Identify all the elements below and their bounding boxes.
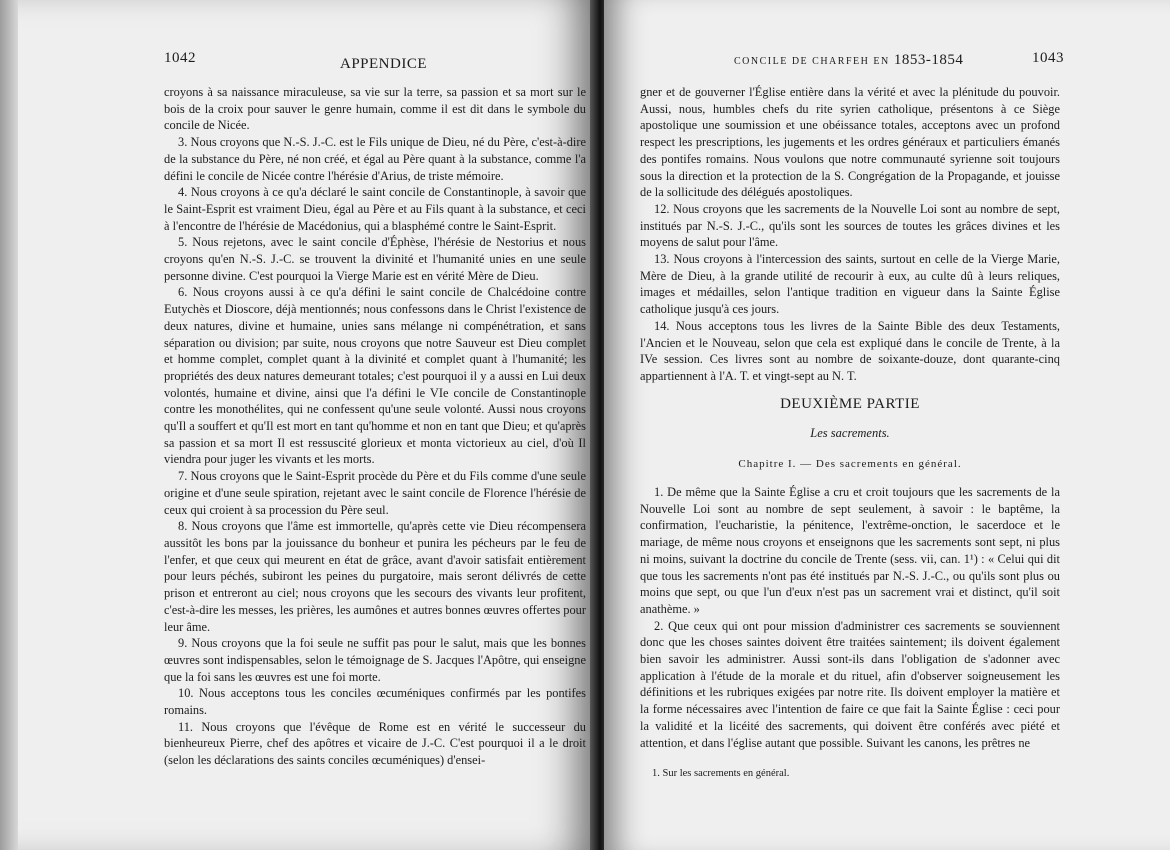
section-subtitle: Les sacrements. xyxy=(810,426,890,440)
paragraph: croyons à sa naissance miraculeuse, sa vie sur la terre, sa passion et sa mort sur le bois de la croix pour sauver le genre humain, comme il est dit dans le symbole du concile de Nicée. xyxy=(164,85,586,133)
footnote: 1. Sur les sacrements en général. xyxy=(652,768,790,779)
paragraph: 13. Nous croyons à l'intercession des saints, surtout en celle de la Vierge Marie, Mère de Dieu, à la grande utilité de recourir à eux, au culte dû à leurs reliques, images et médailles, selon l'antique tradition en vigueur dans la Sainte Église catholique jusqu'à ces jours. xyxy=(640,252,1060,317)
left-page-number: 1042 xyxy=(164,50,196,66)
paragraph: 1. De même que la Sainte Église a cru et croit toujours que les sacrements de la Nouvelle Loi sont au nombre de sept seulement, à savoir : le baptême, la confirmation, l'eucharistie, la pénitence, l'extrême-onction, le sacerdoce et le mariage, de même nous croyons et enseignons que les sacrements sont sept, ni plus ni moins, suivant la doctrine du concile de Trente (sess. vii, can. 1¹) : « Celui qui dit que tous les sacrements n'ont pas été institués par N.-S. J.-C., ou qu'ils sont plus ou moins que sept, ou que l'un d'eux n'est pas un sacrement vrai et distinct, qu'il soit anathème. » xyxy=(640,485,1060,616)
paragraph: 12. Nous croyons que les sacrements de la Nouvelle Loi sont au nombre de sept, institués par N.-S. J.-C., qu'ils sont les sources de toutes les grâces divines et les moyens de salut pour l'âme. xyxy=(640,201,1060,250)
paragraph: 5. Nous rejetons, avec le saint concile d'Éphèse, l'hérésie de Nestorius et nous croyons qu'en N.-S. J.-C. se trouvent la divinité et l'humanité unies en une seule personne divine. C'est pourquoi la Vierge Marie est en vérité Mère de Dieu. xyxy=(164,235,586,283)
chapter-title: Chapitre I. — Des sacrements en général. xyxy=(738,458,962,470)
paragraph: 11. Nous croyons que l'évêque de Rome est en vérité le successeur du bienheureux Pierre, chef des apôtres et vicaire de J.-C. C'est pourquoi il a le droit (selon les déclarations des saints conciles œcuméniques) d'ensei- xyxy=(164,719,586,768)
right-page-number: 1043 xyxy=(1032,50,1064,66)
paragraph: gner et de gouverner l'Église entière dans la vérité et avec la plénitude du pouvoir. Aussi, nous, humbles chefs du rite syrien catholique, présentons à ce Siège apostolique une soumission et une obéissance totales, acceptons avec un profond respect les prescriptions, les jugements et les ordres généraux et particuliers émanés des pontifes romains. Nous voulons que notre communauté syrienne soit toujours sous la direction et la protection de la S. Congrégation de la Propagande, et jouisse de la sollicitude des délégués apostoliques. xyxy=(640,85,1060,200)
right-running-head: CONCILE DE CHARFEH EN 1853-1854 xyxy=(734,52,964,68)
paragraph: 4. Nous croyons à ce qu'a déclaré le saint concile de Constantinople, à savoir que le Saint-Esprit est vraiment Dieu, égal au Père et au Fils quant à la substance, et ceci à l'encontre de l'hérésie de Macédonius, qui a blasphémé contre le Saint-Esprit. xyxy=(164,185,586,233)
paragraph: 10. Nous acceptons tous les conciles œcuméniques confirmés par les pontifes romains. xyxy=(164,686,586,718)
right-body-text-bottom xyxy=(640,484,1060,751)
paragraph: 9. Nous croyons que la foi seule ne suffit pas pour le salut, mais que les bonnes œuvres sont indispensables, selon le témoignage de S. Jacques l'Apôtre, qui enseigne que la foi sans les œuvres est une foi morte. xyxy=(164,636,586,684)
section-title: DEUXIÈME PARTIE xyxy=(780,396,920,412)
paragraph: 7. Nous croyons que le Saint-Esprit procède du Père et du Fils comme d'une seule origine et d'une seule spiration, rejetant avec le saint concile de Florence l'hérésie de ceux qui croient à sa procession du Père seul. xyxy=(164,469,586,517)
paragraph: 6. Nous croyons aussi à ce qu'a défini le saint concile de Chalcédoine contre Eutychès et Dioscore, déjà mentionnés; nous confessons dans le Christ l'existence de deux natures, divine et humaine, unies sans mélange ni compénétration, et sans séparation ou division; par suite, nous croyons que notre Sauveur est Dieu complet et homme complet, complet quant à la divinité et complet quant à l'humanité; les propriétés des deux natures demeurant totales; c'est pourquoi il y a aussi en Lui deux volontés, humaine et divine, ainsi que l'a défini le VIe concile de Constantinople contre les monothélites, qui ne confessent qu'une seule volonté. Aussi nous croyons qu'Il a souffert et qu'Il est mort en tant qu'homme et non en tant que Dieu; et qu'après sa passion et sa mort Il est ressuscité glorieux et monta victorieux au ciel, d'où Il viendra pour juger les vivants et les morts. xyxy=(164,285,586,467)
right-body-text-top xyxy=(640,84,1060,385)
left-body-text xyxy=(164,84,586,769)
right-page xyxy=(604,0,1170,850)
paragraph: 2. Que ceux qui ont pour mission d'administrer ces sacrements se souviennent donc que les choses saintes doivent être traitées saintement; ils doivent également bien savoir les administrer. Aussi sont-ils dans l'obligation de s'adonner avec application à l'étude de la morale et du rituel, afin d'observer soigneusement les définitions et les rubriques exigées par notre rite. Ils doivent employer la matière et la forme nécessaires avec l'intention de faire ce que fait la Sainte Église : ceci pour la validité et la licéité des sacrements, qui doivent être conférés avec piété et attention, et dans l'église autant que possible. Suivant les canons, les prêtres ne xyxy=(640,618,1060,750)
page-edge xyxy=(0,0,18,850)
running-head-years: 1853-1854 xyxy=(893,52,964,68)
paragraph: 14. Nous acceptons tous les livres de la Sainte Bible des deux Testaments, l'Ancien et le Nouveau, selon que cela est expliqué dans le concile de Trente, à la IVe session. Ces livres sont au nombre de soixante-douze, dont quarante-cinq appartiennent à l'A. T. et vingt-sept au N. T. xyxy=(640,318,1060,383)
left-running-head: APPENDICE xyxy=(340,56,428,72)
paragraph: 8. Nous croyons que l'âme est immortelle, qu'après cette vie Dieu récompensera aussitôt les bons par la jouissance du bonheur et punira les pécheurs par le feu de l'enfer, et que ceux qui meurent en état de grâce, avant d'avoir satisfait entièrement pour leurs péchés, subiront les peines du purgatoire, mais seront délivrés de cette prison et entreront au ciel; nous croyons que les secours des vivants leur profitent, c'est-à-dire les messes, les prières, les aumônes et autres bonnes œuvres offertes pour leur âme. xyxy=(164,519,586,634)
paragraph: 3. Nous croyons que N.-S. J.-C. est le Fils unique de Dieu, né du Père, c'est-à-dire de la substance du Père, né non créé, et égal au Père quant à la substance, comme l'a défini le concile de Nicée contre l'hérésie d'Arius, de triste mémoire. xyxy=(164,135,586,183)
